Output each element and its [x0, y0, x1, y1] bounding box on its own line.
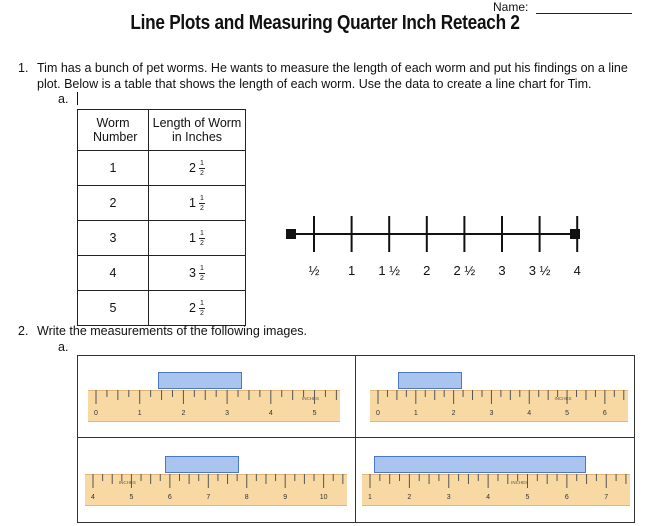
ruler-number: 6	[564, 494, 569, 501]
table-row	[78, 256, 246, 291]
ruler-number: 7	[206, 494, 211, 501]
worm-length-cell	[149, 186, 246, 221]
whole-part: 1	[189, 231, 196, 245]
ruler-panel-3	[85, 452, 347, 508]
question-1-text: Tim has a bunch of pet worms. He wants to measure the length of each worm and put his findings on a line plot. Below is a table that shows the length of each worm. Use the data to create a line chart for Tim.	[37, 61, 628, 91]
ruler-number: 5	[565, 410, 570, 417]
ruler-number: 2	[407, 494, 412, 501]
ruler-number: 4	[268, 410, 273, 417]
ruler-number: 1	[137, 410, 142, 417]
question-1-sub-label: a.	[58, 92, 69, 106]
mixed-number	[189, 160, 205, 177]
number-line-right-end	[570, 229, 580, 239]
name-label: Name:	[493, 0, 529, 14]
worm-length-cell	[149, 151, 246, 186]
worm-length-cell	[149, 291, 246, 326]
number-line-label: 1	[347, 263, 356, 278]
ruler-ticks	[370, 390, 628, 420]
page-title: Line Plots and Measuring Quarter Inch Reteach 2	[130, 12, 520, 34]
measured-block	[398, 372, 462, 389]
ruler-number: 5	[525, 494, 530, 501]
ruler-ticks	[85, 474, 347, 504]
whole-part: 2	[189, 301, 196, 315]
worm-length-table	[77, 109, 246, 326]
ruler-number: 10	[319, 494, 328, 501]
numerator: 1	[200, 159, 204, 167]
number-line-left-end	[286, 229, 296, 239]
ruler-unit-label: INCHES	[302, 396, 320, 401]
question-2-number: 2.	[18, 324, 29, 338]
ruler-number: 4	[527, 410, 532, 417]
table-row	[78, 221, 246, 256]
mixed-number	[189, 300, 205, 317]
ruler-number: 3	[489, 410, 494, 417]
denominator: 2	[200, 239, 204, 247]
worm-number-cell: 4	[78, 256, 149, 291]
question-2-text: Write the measurements of the following images.	[37, 324, 308, 338]
ruler-number: 2	[181, 410, 186, 417]
ruler-number: 4	[486, 494, 491, 501]
numerator: 1	[200, 229, 204, 237]
ruler-number: 5	[129, 494, 134, 501]
whole-part: 2	[189, 161, 196, 175]
numerator: 1	[200, 264, 204, 272]
number-line-label: 2 ½	[453, 263, 476, 278]
number-line-label: 3	[498, 263, 506, 278]
mixed-number	[189, 265, 205, 282]
measured-block	[374, 456, 586, 473]
denominator: 2	[200, 274, 204, 282]
ruler-number: 4	[91, 494, 95, 501]
fraction	[199, 195, 205, 212]
ruler-number: 9	[283, 494, 288, 501]
ruler-unit-label: INCHES	[511, 480, 529, 485]
fraction	[199, 265, 205, 282]
table-header-length: Length of Worm in Inches	[149, 110, 246, 151]
fraction	[199, 300, 205, 317]
ruler-number: 3	[446, 494, 451, 501]
ruler-number: 1	[368, 494, 372, 501]
ruler-panel-2	[370, 368, 628, 424]
fraction	[199, 230, 205, 247]
worm-length-cell	[149, 221, 246, 256]
worm-number-cell: 5	[78, 291, 149, 326]
text-cursor	[77, 92, 78, 105]
table-row	[78, 291, 246, 326]
ruler-panel-4	[362, 452, 630, 508]
numerator: 1	[200, 299, 204, 307]
worm-number-cell: 3	[78, 221, 149, 256]
fraction	[199, 160, 205, 177]
ruler-unit-label: INCHES	[554, 396, 572, 401]
ruler-number: 6	[167, 494, 172, 501]
denominator: 2	[200, 204, 204, 212]
table-row	[78, 151, 246, 186]
table-row	[78, 186, 246, 221]
number-line-label: 3 ½	[528, 263, 551, 278]
ruler-unit-label: INCHES	[118, 480, 136, 485]
number-line-label: 4	[573, 263, 581, 278]
mixed-number	[189, 230, 205, 247]
worm-number-cell: 2	[78, 186, 149, 221]
numerator: 1	[200, 194, 204, 202]
ruler-panel-1	[88, 368, 340, 424]
question-2-sub-label: a.	[58, 340, 69, 354]
number-line-label: 1 ½	[378, 263, 401, 278]
number-line	[280, 210, 590, 285]
whole-part: 3	[189, 266, 196, 280]
denominator: 2	[200, 309, 204, 317]
ruler-number: 7	[604, 494, 609, 501]
grid-divider-horizontal	[77, 437, 635, 438]
ruler-number: 0	[94, 410, 98, 417]
grid-divider-vertical	[355, 355, 356, 523]
measured-block	[158, 372, 242, 389]
mixed-number	[189, 195, 205, 212]
ruler-number: 3	[225, 410, 230, 417]
whole-part: 1	[189, 196, 196, 210]
ruler-number: 5	[312, 410, 317, 417]
ruler-number: 8	[244, 494, 249, 501]
ruler-number: 2	[451, 410, 456, 417]
ruler-number: 6	[602, 410, 607, 417]
number-line-label: ½	[308, 263, 320, 278]
denominator: 2	[200, 169, 204, 177]
ruler-ticks	[88, 390, 340, 420]
worm-length-cell	[149, 256, 246, 291]
worm-number-cell: 1	[78, 151, 149, 186]
table-header-worm: Worm Number	[78, 110, 149, 151]
question-1-number: 1.	[18, 61, 29, 75]
number-line-label: 2	[423, 263, 431, 278]
ruler-number: 0	[376, 410, 380, 417]
ruler-ticks	[362, 474, 630, 504]
ruler-number: 1	[413, 410, 418, 417]
measured-block	[165, 456, 239, 473]
